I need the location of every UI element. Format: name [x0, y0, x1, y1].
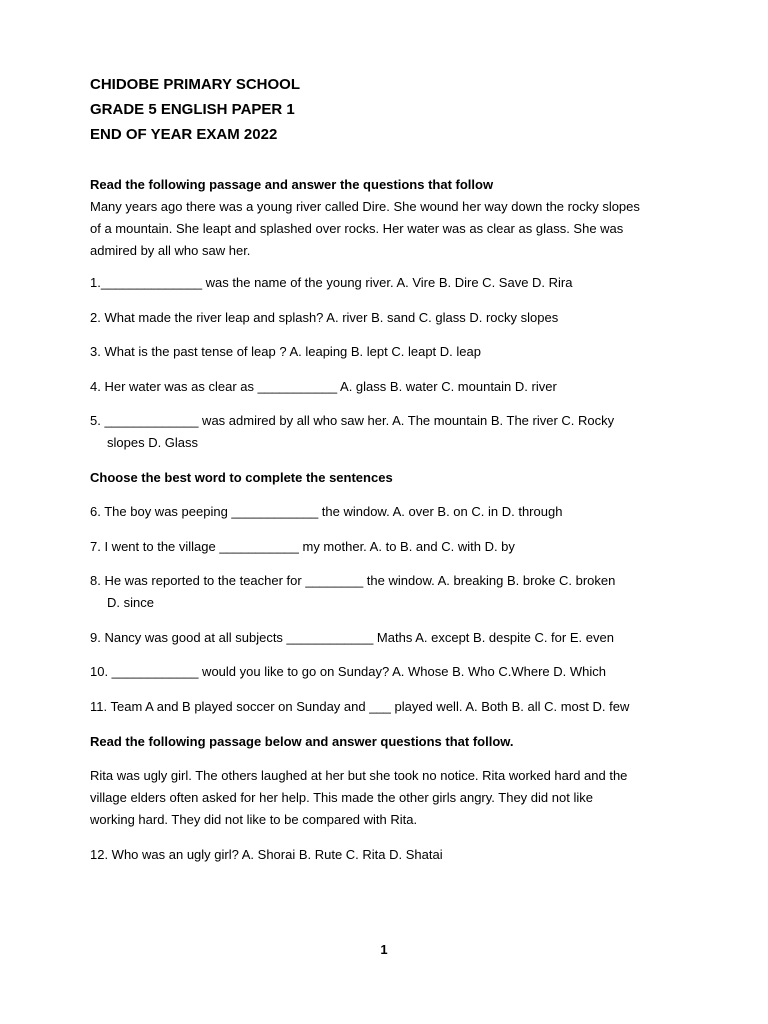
- question-1: 1.______________ was the name of the young river. A. Vire B. Dire C. Save D. Rira: [90, 275, 573, 290]
- question-11: 11. Team A and B played soccer on Sunday and ___ played well. A. Both B. all C. most D. few: [90, 699, 630, 714]
- question-4: 4. Her water was as clear as ___________ A. glass B. water C. mountain D. river: [90, 379, 557, 394]
- exam-header: [90, 72, 300, 147]
- question-9: 9. Nancy was good at all subjects ____________ Maths A. except B. despite C. for E. even: [90, 630, 614, 645]
- school-name: CHIDOBE PRIMARY SCHOOL: [90, 76, 301, 93]
- question-12: 12. Who was an ugly girl? A. Shorai B. Rute C. Rita D. Shatai: [90, 847, 443, 862]
- question-5: [90, 410, 680, 454]
- question-7: 7. I went to the village ___________ my mother. A. to B. and C. with D. by: [90, 539, 515, 554]
- passage1-line: admired by all who saw her.: [90, 243, 251, 258]
- section2-instruction: Choose the best word to complete the sentences: [90, 470, 393, 485]
- question-3: 3. What is the past tense of leap ? A. leaping B. lept C. leapt D. leap: [90, 344, 481, 359]
- section3-instruction: Read the following passage below and answer questions that follow.: [90, 734, 514, 749]
- passage2-line: working hard. They did not like to be compared with Rita.: [90, 812, 418, 827]
- question-5-line2: slopes D. Glass: [107, 435, 199, 450]
- page-number: 1: [380, 942, 388, 957]
- question-8-line1: 8. He was reported to the teacher for ________ the window. A. breaking B. broke C. broken: [90, 573, 616, 588]
- question-10: 10. ____________ would you like to go on Sunday? A. Whose B. Who C.Where D. Which: [90, 664, 606, 679]
- passage1-line: of a mountain. She leapt and splashed over rocks. Her water was as clear as glass. She was: [90, 221, 624, 236]
- section1-instruction: Read the following passage and answer the questions that follow: [90, 177, 494, 192]
- paper-title: GRADE 5 ENGLISH PAPER 1: [90, 101, 295, 118]
- question-2: 2. What made the river leap and splash? A. river B. sand C. glass D. rocky slopes: [90, 310, 559, 325]
- exam-title: END OF YEAR EXAM 2022: [90, 126, 278, 143]
- passage2-line: Rita was ugly girl. The others laughed at her but she took no notice. Rita worked hard and the: [90, 768, 628, 783]
- question-5-line1: 5. _____________ was admired by all who saw her. A. The mountain B. The river C. Rocky: [90, 413, 615, 428]
- question-6: 6. The boy was peeping ____________ the window. A. over B. on C. in D. through: [90, 504, 563, 519]
- question-8: [90, 570, 680, 614]
- question-8-line2: D. since: [107, 595, 154, 610]
- passage2-line: village elders often asked for her help. This made the other girls angry. They did not like: [90, 790, 593, 805]
- passage1-line: Many years ago there was a young river called Dire. She wound her way down the rocky slopes: [90, 199, 640, 214]
